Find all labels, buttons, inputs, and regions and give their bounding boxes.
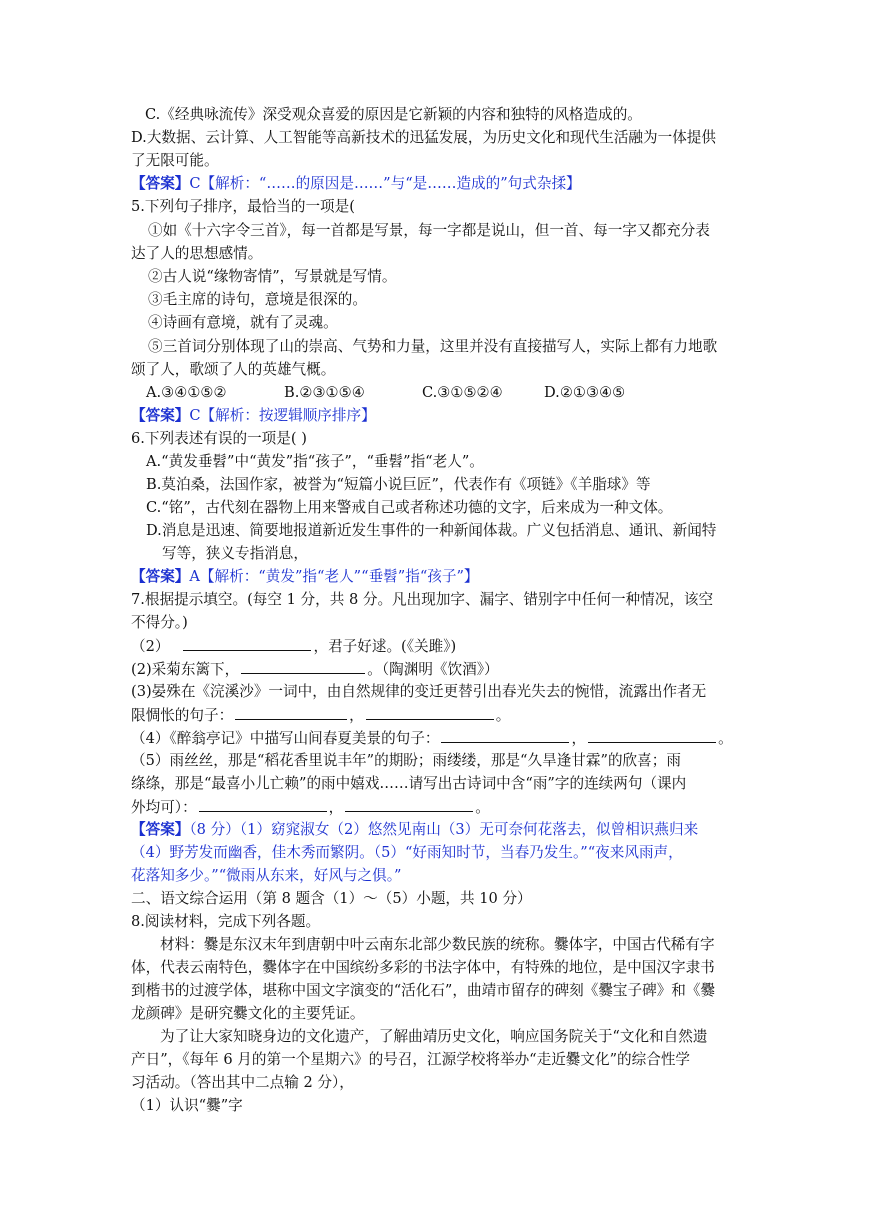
q5-sentence-5: ⑤三首词分别体现了山的崇高、气势和力量，这里并没有直接描写人，实际上都有力地歌: [148, 338, 718, 355]
answer-line-q7-cont2: 花落知多少。”“微雨从东来，好风与之俱。”: [131, 867, 402, 884]
item-text: ，: [328, 799, 344, 816]
answer-line-q7-cont: （4）野芳发而幽香，佳木秀而繁阴。（5）“好雨知时节，当春乃发生。”“夜来风雨声，: [131, 844, 683, 861]
q5-sentence-3: ③毛主席的诗句，意境是很深的。: [148, 291, 367, 308]
fill-blank[interactable]: [345, 796, 473, 812]
q7-item-5-cont2: [131, 796, 490, 819]
item-text: (2)采菊东篱下，: [131, 661, 240, 678]
answer-line-q4: [131, 173, 581, 195]
fill-blank[interactable]: [235, 704, 347, 720]
answer-line-q6: [131, 566, 479, 588]
answer-text: A【解析：“黄发”指“老人”“垂髫”指“孩子”】: [189, 568, 479, 585]
answer-text: C【解析：按逻辑顺序排序】: [189, 407, 376, 424]
q5-options: [146, 382, 625, 404]
q5-option-a: A.③④①⑤②: [146, 384, 227, 401]
fill-blank[interactable]: [199, 796, 327, 812]
material-paragraph-2: 为了让大家知晓身边的文化遗产，了解曲靖历史文化，响应国务院关于“文化和自然遗: [160, 1028, 708, 1045]
question-8-title: 8.阅读材料，完成下列各题。: [131, 913, 321, 930]
item-text: 。（陶渊明《饮酒》）: [367, 661, 499, 678]
option-d-line-cont: 了无限可能。: [131, 152, 219, 169]
q5-option-c: C.③①⑤②④: [422, 384, 503, 401]
q6-option-a: A.“黄发垂髫”中“黄发”指“孩子”，“垂髫”指“老人”。: [146, 453, 484, 470]
q8-subquestion-1: （1）认识“爨”字: [131, 1097, 243, 1114]
q7-item-5-cont: 绦绦，那是“最喜小儿亡赖”的雨中嬉戏……请写出古诗词中含“雨”字的连续两句（课内: [131, 775, 687, 792]
option-c-line: C.《经典咏流传》深受观众喜爱的原因是它新颖的内容和独特的风格造成的。: [145, 106, 642, 123]
fill-blank[interactable]: [241, 658, 365, 674]
q6-option-d: D.消息是迅速、简要地报道新近发生事件的一种新闻体裁。广义包括消息、通讯、新闻特: [146, 522, 717, 539]
material-paragraph-1-l2: 体，代表云南特色，爨体字在中国缤纷多彩的书法字体中，有特殊的地位，是中国汉字隶书: [131, 959, 715, 976]
q7-item-3: (3)晏殊在《浣溪沙》一词中，由自然规律的变迁更替引出春光失去的惋惜，流露出作者无: [131, 683, 707, 700]
item-text: ，: [571, 730, 587, 747]
answer-tag: 【答案】: [131, 568, 190, 585]
q5-sentence-1-cont: 达了人的思想感情。: [131, 245, 263, 262]
material-paragraph-2-l3: 习活动。（答出其中二点输 2 分），: [131, 1074, 354, 1091]
q7-item-1: [131, 635, 456, 658]
q7-item-4: [131, 727, 733, 750]
q5-option-b: B.②③①⑤④: [284, 384, 365, 401]
fill-blank[interactable]: [366, 704, 494, 720]
item-text: 限惆怅的句子：: [131, 707, 234, 724]
material-paragraph-1-l3: 到楷书的过渡学体，堪称中国文字演变的“活化石”，曲靖市留存的碑刻《爨宝子碑》和《爨: [131, 982, 716, 999]
q5-sentence-5-cont: 颂了人，歌颂了人的英雄气概。: [131, 361, 336, 378]
item-text: 外均可）：: [131, 799, 197, 816]
answer-line-q7: [131, 819, 698, 841]
option-d-line: D.大数据、云计算、人工智能等高新技术的迅猛发展，为历史文化和现代生活融为一体提供: [131, 129, 716, 146]
fill-blank[interactable]: [588, 727, 716, 743]
item-text: ，君子好逑。(《关雎》): [313, 638, 457, 655]
answer-tag: 【答案】: [131, 407, 190, 424]
material-paragraph-1: 材料：爨是东汉末年到唐朝中叶云南东北部少数民族的统称。爨体字，中国古代稀有字: [160, 936, 715, 953]
answer-tag: 【答案】: [131, 821, 190, 838]
fill-blank[interactable]: [441, 727, 569, 743]
material-paragraph-2-l2: 产日”，《每年 6 月的第一个星期六》的号召，江源学校将举办“走近爨文化”的综合性学: [131, 1051, 691, 1068]
q7-item-3-cont: [131, 704, 510, 727]
material-paragraph-1-l4: 龙颜碑》是研究爨文化的主要凭证。: [131, 1005, 365, 1022]
answer-line-q5: [131, 405, 376, 427]
item-text: （4）《醉翁亭记》中描写山间春夏美景的句子：: [131, 730, 440, 747]
q5-sentence-2: ②古人说“缘物寄情”，写景就是写情。: [148, 268, 397, 285]
item-text: 。: [495, 707, 511, 724]
fill-blank[interactable]: [183, 635, 311, 651]
q6-option-d-cont: 写等，狭义专指消息，: [162, 545, 308, 562]
q7-item-2: [131, 658, 499, 681]
q6-option-c: C.“铭”，古代刻在器物上用来警戒自己或者称述功德的文字，后来成为一种文体。: [146, 499, 673, 516]
section-2-heading: 二、语文综合运用（第 8 题含（1）～（5）小题，共 10 分）: [131, 890, 532, 907]
q6-option-b: B.莫泊桑，法国作家，被誉为“短篇小说巨匠”，代表作有《项链》《羊脂球》等: [146, 476, 651, 493]
question-7-title-cont: 不得分。): [131, 614, 188, 631]
item-text: 。: [475, 799, 490, 816]
q5-sentence-4: ④诗画有意境，就有了灵魂。: [148, 314, 338, 331]
answer-text: （8 分）（1）窈窕淑女（2）悠然见南山（3）无可奈何花落去，似曾相识燕归来: [189, 821, 699, 838]
answer-tag: 【答案】: [131, 175, 190, 192]
question-5-title: 5.下列句子排序，最恰当的一项是(: [131, 198, 355, 215]
item-number: （2）: [131, 638, 170, 655]
answer-text: C【解析：“……的原因是……”与“是……造成的”句式杂揉】: [189, 175, 581, 192]
q5-sentence-1: ①如《十六字令三首》，每一首都是写景，每一字都是说山，但一首、每一字又都充分表: [148, 222, 710, 239]
item-text: 。: [718, 730, 733, 747]
question-7-title: 7.根据提示填空。(每空 1 分，共 8 分。凡出现加字、漏字、错别字中任何一种情况，该空: [131, 591, 714, 608]
q5-option-d: D.②①③④⑤: [544, 384, 626, 401]
q7-item-5: （5）雨丝丝，那是“稻花香里说丰年”的期盼；雨缕缕，那是“久旱逢甘霖”的欣喜；雨: [131, 752, 681, 769]
item-text: ，: [349, 707, 364, 724]
question-6-title: 6.下列表述有误的一项是( ): [131, 430, 307, 447]
